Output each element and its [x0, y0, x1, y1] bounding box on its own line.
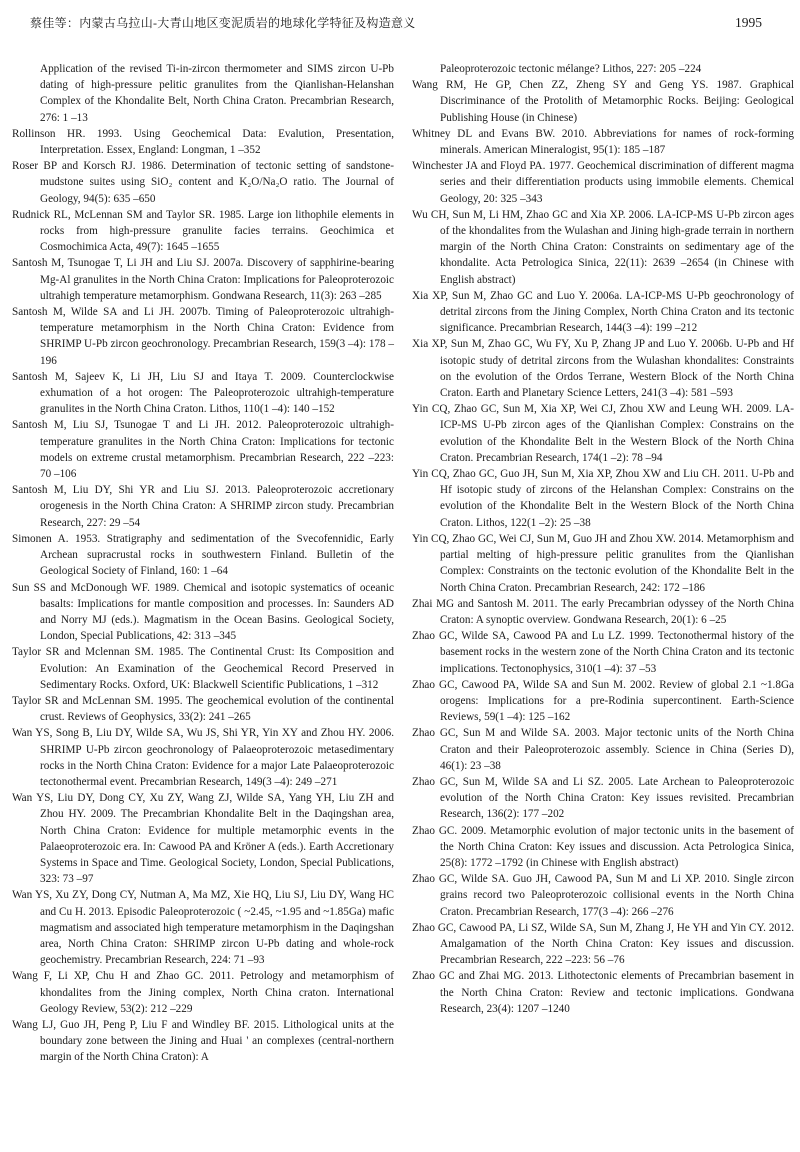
- reference-item: Santosh M, Sajeev K, Li JH, Liu SJ and Itaya T. 2009. Counterclockwise exhumation of a hot orogen: The Paleoproterozoic ultrahigh-temperature granulites in the North China Craton. Lithos, 110(1 –4): 140 –152: [12, 370, 394, 416]
- reference-item: Santosh M, Tsunogae T, Li JH and Liu SJ. 2007a. Discovery of sapphirine-bearing Mg-Al granulites in the North China Craton: Implications for Paleoproterozoic ultrahigh temperature metamorphism. Gondwana Research, 11(3): 263 –285: [12, 257, 394, 302]
- reference-item: Paleoproterozoic tectonic mélange? Lithos, 227: 205 –224: [440, 63, 702, 75]
- reference-item: Zhao GC, Wilde SA, Cawood PA and Lu LZ. 1999. Tectonothermal history of the basement rocks in the western zone of the North China Craton and its tectonic implications. Tectonophysics, 310(1 –4): 37 –53: [412, 630, 794, 675]
- reference-item: Santosh M, Liu DY, Shi YR and Liu SJ. 2013. Paleoproterozoic accretionary orogenesis in the North China Craton: A SHRIMP zircon study. Precambrian Research, 227: 29 –54: [12, 484, 394, 529]
- reference-item: Rollinson HR. 1993. Using Geochemical Data: Evalution, Presentation, Interpretation. Essex, England: Longman, 1 –352: [12, 127, 394, 157]
- reference-item: Wan YS, Xu ZY, Dong CY, Nutman A, Ma MZ, Xie HQ, Liu SJ, Liu DY, Wang HC and Cu H. 2013. Episodic Paleoproterozoic ( ~2.45, ~1.95 and ~1.85Ga) mafic magmatism and associated high temperature metamorphism in the Daqingshan area, North China Craton: SHRIMP zircon U-Pb dating and whole-rock geochemistry. Precambrian Research, 224: 71 –93: [12, 889, 394, 967]
- reference-item: Roser BP and Korsch RJ. 1986. Determination of tectonic setting of sandstone-mudstone suites using SiO₂ content and K₂O/Na₂O ratio. The Journal of Geology, 94(5): 635 –650: [12, 160, 394, 205]
- reference-item: Taylor SR and McLennan SM. 1995. The geochemical evolution of the continental crust. Reviews of Geophysics, 33(2): 241 –265: [12, 694, 394, 724]
- reference-item: Wu CH, Sun M, Li HM, Zhao GC and Xia XP. 2006. LA-ICP-MS U-Pb zircon ages of the khondalites from the Wulashan and Jining high-grade terrain in northern margin of the North China Craton: Constraints on sedimentary age of the khondalite. Acta Petrologica Sinica, 22(11): 2639 –2654 (in Chinese with English abstract): [412, 208, 794, 286]
- reference-item: Winchester JA and Floyd PA. 1977. Geochemical discrimination of different magma series and their differentiation products using immobile elements. Chemical Geology, 20: 325 –343: [412, 160, 794, 205]
- page-header: [30, 14, 762, 31]
- reference-item: Zhao GC, Cawood PA, Wilde SA and Sun M. 2002. Review of global 2.1 ~1.8Ga orogens: Implications for a pre-Rodinia supercontinent. Earth-Science Reviews, 59(1 –4): 125 –162: [412, 678, 794, 724]
- reference-item: Zhai MG and Santosh M. 2011. The early Precambrian odyssey of the North China Craton: A synoptic overview. Gondwana Research, 20(1): 6 –25: [412, 597, 794, 626]
- reference-item: Xia XP, Sun M, Zhao GC and Luo Y. 2006a. LA-ICP-MS U-Pb geochronology of detrital zircons from the Jining Complex, North China Craton and its tectonic significance. Precambrian Research, 144(3 –4): 199 –212: [412, 289, 794, 335]
- reference-item: Yin CQ, Zhao GC, Wei CJ, Sun M, Guo JH and Zhou XW. 2014. Metamorphism and partial melting of high-pressure pelitic granulites from the Qianlishan Complex: Constraints on the tectonic evolution of the Khondalite Belt in the North China Craton. Precambrian Research, 242: 172 –186: [412, 532, 794, 594]
- reference-item: Xia XP, Sun M, Zhao GC, Wu FY, Xu P, Zhang JP and Luo Y. 2006b. U-Pb and Hf isotopic study of detrital zircons from the Wulashan khondalites: Constraints on the evolution of the Ordos Terrane, Western Block of the North China Craton. Earth and Planetary Science Letters, 241(3 –4): 581 –593: [412, 338, 794, 400]
- reference-item: Yin CQ, Zhao GC, Guo JH, Sun M, Xia XP, Zhou XW and Liu CH. 2011. U-Pb and Hf isotopic study of zircons of the Helanshan Complex: Constrains on the evolution of the Khondalite Belt in the Western Block of the North China Craton. Lithos, 122(1 –2): 25 –38: [412, 468, 794, 529]
- reference-item: Yin CQ, Zhao GC, Sun M, Xia XP, Wei CJ, Zhou XW and Leung WH. 2009. LA-ICP-MS U-Pb zircon ages of the Qianlishan Complex: Constrains on the evolution of the Khondalite Belt in the Western Block of the North China Craton. Precambrian Research, 174(1 –2): 78 –94: [412, 403, 794, 464]
- reference-item: Wang LJ, Guo JH, Peng P, Liu F and Windley BF. 2015. Lithological units at the boundary zone between the Jining and Huai ' an complexes (central-northern margin of the North China Craton): A: [12, 1018, 394, 1064]
- reference-item: Wang RM, He GP, Chen ZZ, Zheng SY and Geng YS. 1987. Graphical Discriminance of the Protolith of Metamorphic Rocks. Beijing: Geological Publishing House (in Chinese): [412, 79, 794, 124]
- reference-item: Zhao GC, Sun M, Wilde SA and Li SZ. 2005. Late Archean to Paleoproterozoic evolution of the North China Craton: Key issues revisited. Precambrian Research, 136(2): 177 –202: [412, 775, 794, 821]
- reference-item: Zhao GC and Zhai MG. 2013. Lithotectonic elements of Precambrian basement in the North China Craton: Review and tectonic implications. Gondwana Research, 23(4): 1207 –1240: [412, 970, 794, 1015]
- reference-item: Simonen A. 1953. Stratigraphy and sedimentation of the Svecofennidic, Early Archean supracrustal rocks in southwestern Finland. Bulletin of the Geological Society of Finland, 160: 1 –64: [12, 532, 394, 578]
- reference-item: Taylor SR and Mclennan SM. 1985. The Continental Crust: Its Composition and Evolution: An Examination of the Geochemical Record Preserved in Sedimentary Rocks. Oxford, UK: Blackwell Scientific Publications, 1 –312: [12, 646, 394, 691]
- references-left-column: [12, 61, 394, 1066]
- page-number: 1995: [735, 15, 762, 30]
- reference-item: Wan YS, Song B, Liu DY, Wilde SA, Wu JS, Shi YR, Yin XY and Zhou HY. 2006. SHRIMP U-Pb zircon geochronology of Palaeoproterozoic metasedimentary rocks in the North China Craton: Evidence for a major Late Palaeoproterozoic tectonothermal event. Precambrian Research, 149(3 –4): 249 –271: [12, 727, 394, 788]
- references-section: [12, 61, 794, 1066]
- reference-item: Santosh M, Wilde SA and Li JH. 2007b. Timing of Paleoproterozoic ultrahigh-temperature metamorphism in the North China Craton: Evidence from SHRIMP U-Pb zircon geochronology. Precambrian Research, 159(3 –4): 178 –196: [12, 306, 394, 367]
- reference-item: Zhao GC, Wilde SA. Guo JH, Cawood PA, Sun M and Li XP. 2010. Single zircon grains record two Paleoproterozoic collisional events in the North China Craton. Precambrian Research, 177(3 –4): 266 –276: [412, 873, 794, 918]
- reference-item: Sun SS and McDonough WF. 1989. Chemical and isotopic systematics of oceanic basalts: Implications for mantle composition and processes. In: Saunders AD and Norry MJ (eds.). Magmatism in the Ocean Basins. Geological Society, London, Special Publications, 42: 313 –345: [12, 581, 394, 643]
- running-title: 蔡佳等：内蒙古乌拉山-大青山地区变泥质岩的地球化学特征及构造意义: [30, 16, 416, 30]
- reference-item: Application of the revised Ti-in-zircon thermometer and SIMS zircon U-Pb dating of high-pressure pelitic granulites from the Qianlishan-Helanshan Complex of the Khondalite Belt, North China Craton. Precambrian Research, 276: 1 –13: [40, 63, 394, 124]
- reference-item: Whitney DL and Evans BW. 2010. Abbreviations for names of rock-forming minerals. American Mineralogist, 95(1): 185 –187: [412, 127, 794, 157]
- references-right-column: [412, 61, 794, 1066]
- reference-item: Wang F, Li XP, Chu H and Zhao GC. 2011. Petrology and metamorphism of khondalites from the Jining complex, North China craton. International Geology Review, 53(2): 212 –229: [12, 970, 394, 1015]
- reference-item: Zhao GC, Cawood PA, Li SZ, Wilde SA, Sun M, Zhang J, He YH and Yin CY. 2012. Amalgamation of the North China Craton: Key issues and discussion. Precambrian Research, 222 –223: 56 –76: [412, 921, 794, 967]
- reference-item: Zhao GC, Sun M and Wilde SA. 2003. Major tectonic units of the North China Craton and their Paleoproterozoic assembly. Science in China (Series D), 46(1): 23 –38: [412, 727, 794, 772]
- reference-item: Rudnick RL, McLennan SM and Taylor SR. 1985. Large ion lithophile elements in rocks from high-pressure granulite facies terrains. Geochimica et Cosmochimica Acta, 49(7): 1645 –1655: [12, 208, 394, 254]
- reference-item: Wan YS, Liu DY, Dong CY, Xu ZY, Wang ZJ, Wilde SA, Yang YH, Liu ZH and Zhou HY. 2009. The Precambrian Khondalite Belt in the Daqingshan area, North China Craton: Evidence for multiple metamorphic events in the Palaeoproterozoic era. In: Cawood PA and Kröner A (eds.). Earth Accretionary Systems in Space and Time. Geological Society, London, Special Publications, 323: 73 –97: [12, 792, 394, 886]
- reference-item: Santosh M, Liu SJ, Tsunogae T and Li JH. 2012. Paleoproterozoic ultrahigh-temperature granulites in the North China Craton: Implications for tectonic models on extreme crustal metamorphism. Precambrian Research, 222 –223: 70 –106: [12, 419, 394, 481]
- reference-item: Zhao GC. 2009. Metamorphic evolution of major tectonic units in the basement of the North China Craton: Key issues and discussion. Acta Petrologica Sinica, 25(8): 1772 –1792 (in Chinese with English abstract): [412, 824, 794, 869]
